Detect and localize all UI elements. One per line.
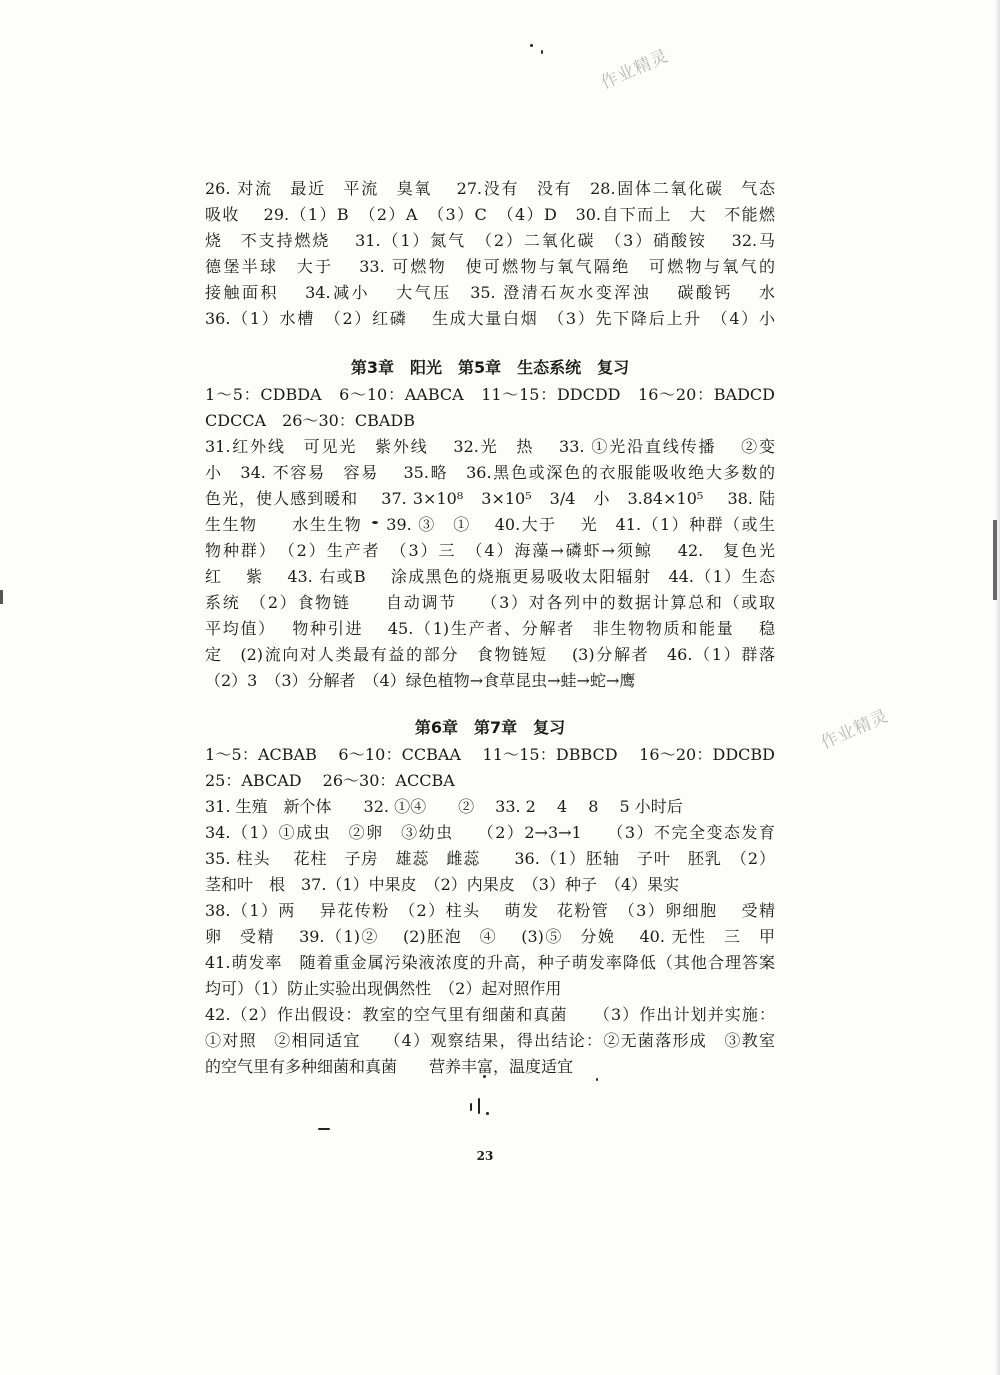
answer-line: CDCCA 26～30：CBADB bbox=[205, 411, 415, 430]
answer-line: 吸收 29.（1）B （2）A （3）C （4）D 30.自下而上 大 不能燃 bbox=[205, 205, 775, 224]
answer-line: ①对照 ②相同适宜 （4）观察结果，得出结论：②无菌落形成 ③教室 bbox=[205, 1031, 775, 1050]
page-edge-shadow bbox=[994, 0, 1000, 1375]
answer-line: 均可）（1）防止实验出现偶然性 （2）起对照作用 bbox=[205, 979, 562, 998]
watermark-top: 作业精灵 bbox=[598, 46, 672, 94]
answer-line: 42.（2）作出假设：教室的空气里有细菌和真菌 （3）作出计划并实施： bbox=[205, 1005, 775, 1024]
scan-speck bbox=[530, 44, 533, 47]
right-margin-mark bbox=[993, 520, 997, 600]
scan-speck bbox=[318, 1128, 330, 1130]
answer-line: 26. 对流 最近 平流 臭氧 27.没有 没有 28.固体二氧化碳 气态 bbox=[205, 179, 775, 198]
answer-line: 接触面积 34.减小 大气压 35. 澄清石灰水变浑浊 碳酸钙 水 bbox=[205, 283, 775, 302]
answer-line: 35. 柱头 花柱 子房 雄蕊 雌蕊 36.（1）胚轴 子叶 胚乳 （2） bbox=[205, 849, 775, 868]
answer-line: （2）3 （3）分解者 （4）绿色植物→食草昆虫→蛙→蛇→鹰 bbox=[205, 671, 636, 690]
answer-line: 色光，使人感到暖和 37. 3×10⁸ 3×10⁵ 3/4 小 3.84×10⁵ 38. 陆 bbox=[205, 489, 775, 508]
scan-speck bbox=[470, 1103, 472, 1111]
answer-line: 38.（1）两 异花传粉 （2）柱头 萌发 花粉管 （3）卵细胞 受精 bbox=[205, 901, 775, 920]
answer-line: 烧 不支持燃烧 31.（1）氮气 （2）二氧化碳 （3）硝酸铵 32.马 bbox=[205, 231, 775, 250]
answer-line: 1～5：ACBAB 6～10：CCBAA 11～15：DBBCD 16～20：DDCBD bbox=[205, 745, 775, 764]
answer-line: 系统 （2）食物链 自动调节 （3）对各列中的数据计算总和（或取 bbox=[205, 593, 775, 612]
answer-line: 生生物 水生生物 39. ③ ① 40.大于 光 41.（1）种群（或生 bbox=[205, 515, 775, 534]
answer-line: 小 34. 不容易 容易 35.略 36.黑色或深色的衣服能吸收绝大多数的 bbox=[205, 463, 775, 482]
answer-line: 36.（1）水槽 （2）红磷 生成大量白烟 （3）先下降后上升 （4）小 bbox=[205, 309, 775, 328]
page-number: 23 bbox=[476, 1149, 494, 1163]
section-heading: 第6章 第7章 复习 bbox=[414, 718, 566, 737]
answer-line: 的空气里有多种细菌和真菌 营养丰富，温度适宜 bbox=[205, 1057, 574, 1076]
answer-line: 物种群） （2）生产者 （3）三 （4）海藻→磷虾→须鲸 42. 复色光 bbox=[205, 541, 775, 560]
answer-line: 41.萌发率 随着重金属污染液浓度的升高，种子萌发率降低（其他合理答案 bbox=[205, 953, 775, 972]
answer-line: 平均值） 物种引进 45.（1)生产者、分解者 非生物物质和能量 稳 bbox=[205, 619, 775, 638]
answer-line: 31. 生殖 新个体 32. ①④ ② 33. 2 4 8 5 小时后 bbox=[205, 797, 683, 816]
answer-line: 定 (2)流向对人类最有益的部分 食物链短 (3)分解者 46.（1）群落 bbox=[205, 645, 775, 664]
answer-line: 34.（1）①成虫 ②卵 ③幼虫 （2）2→3→1 （3）不完全变态发育 bbox=[205, 823, 775, 842]
scan-speck bbox=[541, 50, 543, 54]
answer-line: 31.红外线 可见光 紫外线 32.光 热 33. ①光沿直线传播 ②变 bbox=[205, 437, 775, 456]
answer-line: 25：ABCAD 26～30：ACCBA bbox=[205, 771, 455, 790]
answer-line: 茎和叶 根 37.（1）中果皮 （2）内果皮 （3）种子 （4）果实 bbox=[205, 875, 680, 894]
answer-line: 德堡半球 大于 33. 可燃物 使可燃物与氧气隔绝 可燃物与氧气的 bbox=[205, 257, 775, 276]
answer-line: 1～5：CDBDA 6～10：AABCA 11～15：DDCDD 16～20：BADCD bbox=[205, 385, 775, 404]
left-margin-mark bbox=[0, 590, 3, 604]
section-heading: 第3章 阳光 第5章 生态系统 复习 bbox=[350, 358, 630, 377]
watermark-middle: 作业精灵 bbox=[818, 706, 892, 754]
answer-line: 红 紫 43. 右或B 涂成黑色的烧瓶更易吸收太阳辐射 44.（1）生态 bbox=[205, 567, 775, 586]
scan-speck bbox=[478, 1098, 480, 1114]
scan-speck bbox=[486, 1112, 489, 1115]
answer-line: 卵 受精 39.（1)② (2)胚泡 ④ (3)⑤ 分娩 40. 无性 三 甲 bbox=[205, 927, 775, 946]
